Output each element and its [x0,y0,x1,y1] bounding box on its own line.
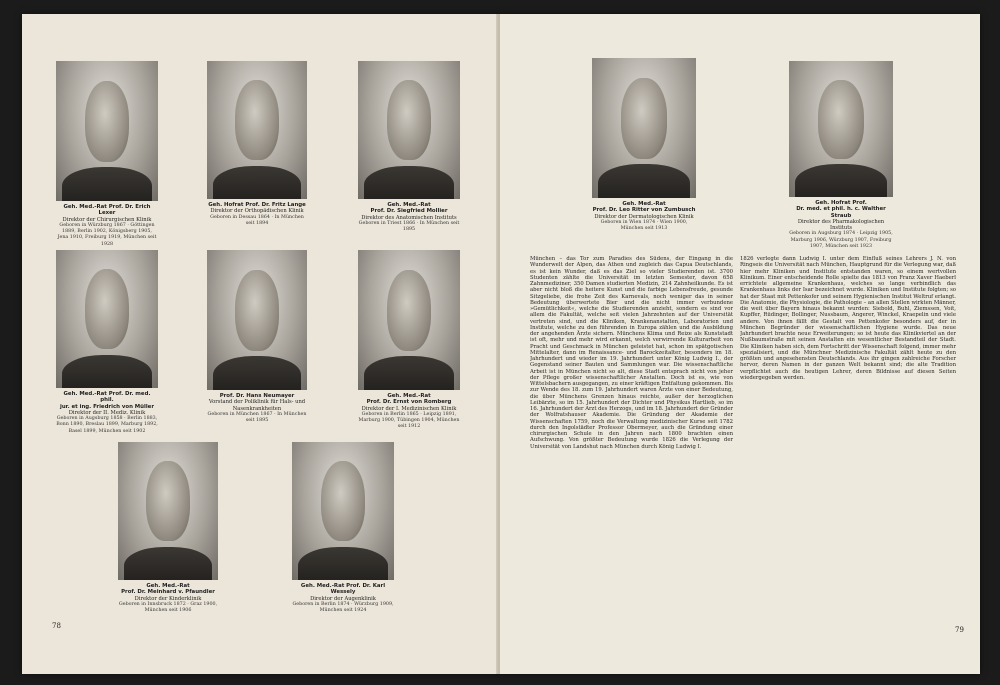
portrait-name: Geh. Med.-Rat Prof. Dr. Karl Wessely [300,583,386,596]
portrait-caption [56,204,158,248]
portrait-photo [56,61,158,201]
portrait-name-cont: Prof. Dr. Siegfried Mollier [370,208,448,215]
portrait-photo [358,250,460,390]
portrait-bio: Geboren in Dessau 1864 · In München seit 1894 [210,214,304,226]
portrait-photo [592,58,696,198]
article-text: 1826 verlegte dann Ludwig I. unter dem Einfluß seines Lehrers J. N. von Ringseis die Universität nach München, Hauptgrund für die Verlegung war, daß hier mehr Kliniken und Institute entstanden waren, so einem wertvollen Klinikum. Einer entscheidende Rolle spielte das 1813 von Franz Xaver Haeberl errichtete allgemeine Krankenhaus, welches so lange verbindlich das Krankenhaus links der Isar bezeichnet wurde. Kliniken und Institute folgten; so hat der Staat mit Pettenkofer und seinem Hygienischen Institut Weltruf erlangt. Die Anatomie, die Physiologie, die Pathologie – an allen Stellen wirkten Männer, die weit über Bayern hinaus bekannt wurden: Siebold, Buhl, Ziemssen, Voit, Kupffer, Rüdinger, Bollinger, Nussbaum, Angerer, Winckel, Kraepelin und viele andere. Von ihnen fällt die Gestalt von Pettenkofer besonders auf, der in München Begründer der wissenschaftlichen Hygiene wurde. Das neue Jahrhundert brachte neue Erweiterungen; so ist heute das Klinikviertel an der Nußbaumstraße mit seinen Anstalten ein wesentlicher Bestandteil der Stadt. Die Kliniken haben sich, dem Fortschritt der Wissenschaft folgend, immer mehr spezialisiert, und die Münchner Medizinische Fakultät zählt heute zu den größten und angesehensten Deutschlands. Aus ihr gingen zahlreiche Forscher hervor, deren Namen in der ganzen Welt bekannt sind; die alte Tradition verpflichtet auch die heutigen Lehrer, deren Bildnisse auf diesen Seiten wiedergegeben werden. [740,256,956,381]
portrait-role: Direktor der Kinderklinik [134,595,202,602]
portrait-bio: Geboren in Berlin 1865 · Leipzig 1891, Marburg 1900, Tübingen 1904, München seit 1912 [358,411,460,430]
portrait-name-cont: Prof. Dr. Leo Ritter von Zumbusch [592,207,696,214]
portrait-zumbusch [592,58,696,232]
portrait-role: Direktor der Dermatologischen Klinik [594,213,694,220]
portrait-name: Prof. Dr. Hans Neumayer [219,393,295,399]
portrait-role: Vorstand der Poliklinik für Hals- und Nasenkrankheiten [208,399,306,412]
portrait-photo [207,61,307,199]
portrait-caption [118,583,218,614]
portrait-role: Direktor des Anatomischen Instituts [361,214,457,221]
left-page [22,14,498,674]
portrait-bio: Geboren in Augsburg 1858 · Berlin 1883, Bonn 1890, Breslau 1899, Marburg 1892, Basel 1899, München seit 1902 [56,416,158,434]
portrait-role: Direktor der Chirurgischen Klinik [62,216,152,223]
magazine-spread [22,14,980,674]
portrait-romberg [358,250,460,431]
portrait-straub [789,61,893,250]
portrait-caption [292,583,394,614]
article-column-1 [530,256,733,636]
portrait-name: Geh. Hofrat Prof. Dr. Fritz Lange [208,202,306,208]
portrait-mueller [56,250,158,435]
portrait-lange [207,61,307,227]
portrait-bio: Geboren in Innsbruck 1872 · Graz 1900, München seit 1906 [118,601,218,614]
portrait-photo [358,61,460,199]
portrait-bio: Geboren in Wien 1874 · Wien 1900, München seit 1913 [600,219,688,232]
portrait-name: Geh. Med.-Rat Prof. Dr. Erich Lexer [63,204,151,217]
portrait-name: Geh. Med.-Rat [622,201,666,207]
portrait-bio: Geboren in Würzburg 1867 · Göttingen 1889, Berlin 1902, Königsberg 1905, Jena 1910, Freiburg 1919, München seit 1928 [57,222,157,247]
portrait-bio: Geboren in Triest 1866 · In München seit 1895 [358,220,460,233]
portrait-wessely [292,442,394,614]
portrait-bio: Geboren in Berlin 1874 · Würzburg 1909, München seit 1924 [292,601,394,614]
portrait-role: Direktor des Pharmakologischen Instituts [797,218,885,232]
article-column-2 [740,256,956,636]
portrait-role: Direktor der I. Medizinischen Klinik [361,405,457,412]
right-page [500,14,980,674]
portrait-role: Direktor der Orthopädischen Klinik [210,208,304,215]
portrait-caption [592,201,696,232]
portrait-caption [358,202,460,233]
portrait-caption [207,393,307,424]
portrait-lexer [56,61,158,248]
portrait-name: Geh. Med.-Rat Prof. Dr. med. phil. [63,391,151,404]
portrait-caption [56,391,158,435]
portrait-role: Direktor der II. Mediz. Klinik [68,409,146,416]
portrait-name-cont: Prof. Dr. Meinhard v. Pfaundler [121,589,215,596]
portrait-bio: Geboren in Augsburg 1874 · Leipzig 1905, Marburg 1906, Würzburg 1907, Freiburg 1907, München seit 1923 [789,231,893,250]
portrait-role: Direktor der Augenklinik [310,595,376,602]
portrait-name-cont: Dr. med. et phil. h. c. Walther Straub [796,206,886,219]
portrait-caption [207,202,307,227]
portrait-photo [56,250,158,388]
portrait-name: Geh. Med.-Rat [387,393,431,399]
portrait-name: Geh. Med.-Rat [146,583,190,589]
portrait-photo [118,442,218,580]
page-number-right: 79 [955,626,964,634]
portrait-name-cont: Prof. Dr. Ernst von Romberg [366,399,452,406]
portrait-photo [789,61,893,197]
portrait-photo [292,442,394,580]
article-text: München – das Tor zum Paradies des Südens, der Eingang in die Wunderwelt der Alpen, das Athen und zugleich das Capua Deutschlands, es ist kein Wunder, daß es das Ziel so vieler Studierenden ist. 3700 Studenten zählte die Universität im letzten Semester, davon 658 Zahnmediziner, 350 Damen studierten Medizin, 214 Zahnheilkunde. Es ist aber nicht bloß die heitere Kunst und die farbige Lebensfreude, gesunde Sitzgeliebe, die frohe Zeit des Karnevals, noch weniger das in seiner Bedeutung überwertete Bier und die nicht immer verbundene »Gemütlichkeit«, welche die Studierenden anzieht, sondern es sind vor allem die Fakultät, welche seit vielen Jahrzehnten auf der Universität vertreten sind, und die Kliniken, Krankenanstalten, Laboratorien und Institute, welche zu den führenden in Europa zählen und die Ausbildung der angehenden Ärzte sichern. Münchens Klima und Reize als Kunststadt ist oft, mehr und mehr wird erkannt, welch verwirrende Kulturarbeit von Pracht und Geschmack in München geleistet hat, schon im spätgotischen Mittelalter, dann im Renaissance- und Barockzeitalter, besonders im 18. Jahrhundert und wieder im 19. Jahrhundert unter König Ludwig I., der Gegenstand seiner Bauten und Sammlungen war. Die wissenschaftliche Arbeit ist in München nicht so alt, diese Stadt entsprach nicht von jeher der Pflege großer wissenschaftlicher Anstalten. Doch ist es, wie von Wittelsbachern ausgegangen, zu einer kräftigen Entfaltung gekommen. Bis zur Wende des 18. zum 19. Jahrhundert waren Ärzte von einer Bedeutung, die über Münchens Grenzen hinaus reichte, außer der herzoglichen Leibärzte, so im 15. Jahrhundert der Dichter und Physikus Hartlieb, so im 16. Jahrhundert der Arzt des Herzogs, und im 18. Jahrhundert der Gründer der Wolfratshauser Akademie. Die Gründung der Akademie der Wissenschaften 1759, noch die Verwaltung medizinischer Kurse seit 1782 durch den Ingolstädter Professor Obermeyer, auch die Gründung einer chirurgischen Schule in den Jahren nach 1800 brachten einen Aufschwung. Von größter Bedeutung wurde 1826 die Verlegung der Universität von Landshut nach München durch König Ludwig I. [530,256,733,450]
portrait-name: Geh. Med.-Rat [387,202,431,208]
portrait-mollier [358,61,460,233]
page-number-left: 78 [52,622,61,630]
portrait-bio: Geboren in München 1867 · In München seit 1895 [207,411,307,424]
portrait-name-cont: jur. et ing. Friedrich von Müller [60,403,154,410]
portrait-caption [358,393,460,431]
portrait-photo [207,250,307,390]
portrait-caption [789,200,893,250]
portrait-name: Geh. Hofrat Prof. [815,200,867,206]
portrait-pfaundler [118,442,218,614]
portrait-neumayer [207,250,307,424]
